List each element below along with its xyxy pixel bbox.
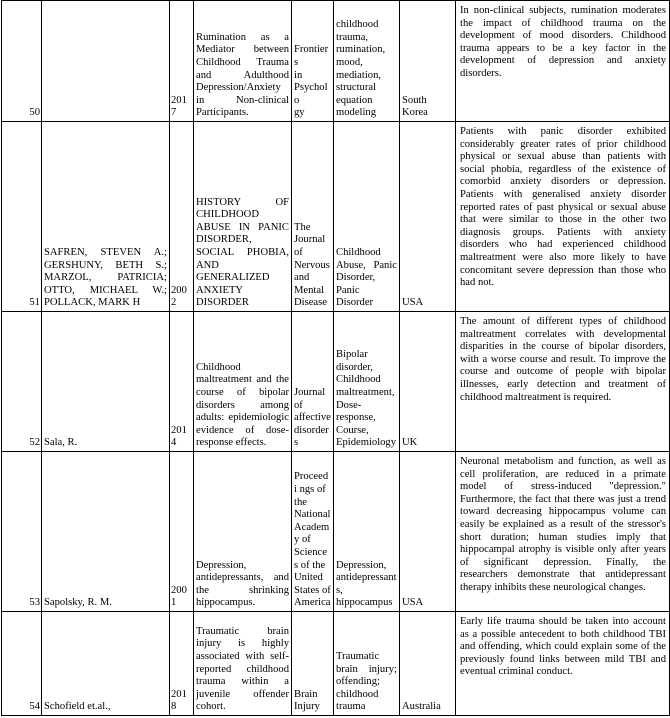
year-cell: 201 4 (170, 312, 194, 452)
table-row (2, 452, 670, 612)
summary-cell: In non-clinical subjects, rumination moderates the impact of childhood trauma on the development of mood disorders. Childhood trauma appears to be a key factor in the development of depression and anxiety disorders. (456, 1, 670, 122)
table-row (2, 312, 670, 452)
journal-cell: Frontiers in Psycholo gy (292, 1, 334, 122)
row-number: 53 (2, 452, 42, 612)
row-number: 52 (2, 312, 42, 452)
year-cell: 200 1 (170, 452, 194, 612)
title-cell: Rumination as a Mediator between Childhood Trauma and Adulthood Depression/Anxiety in Non-clinical Participants. (194, 1, 292, 122)
country-cell: USA (400, 122, 456, 312)
table-row (2, 1, 670, 122)
table-row (2, 122, 670, 312)
authors-cell (42, 1, 170, 122)
country-cell: South Korea (400, 1, 456, 122)
keywords-cell: Depression, antidepressant s, hippocampus (334, 452, 400, 612)
authors-cell: Schofield et.al., (42, 612, 170, 716)
literature-table (1, 0, 670, 716)
country-cell: Australia (400, 612, 456, 716)
journal-cell: Brain Injury (292, 612, 334, 716)
country-cell: UK (400, 312, 456, 452)
authors-cell: Sala, R. (42, 312, 170, 452)
keywords-cell: childhood trauma, rumination, mood, mediation, structural equation modeling (334, 1, 400, 122)
summary-cell: Patients with panic disorder exhibited considerably greater rates of prior childhood physical or sexual abuse than patients with social phobia, regardless of the existence of comorbid anxiety disorders or depression. Patients with generalised anxiety disorder reported rates of past physical or sexual abuse that were similar to those in the other two diagnosis groups. Patients with anxiety disorders who had experienced childhood maltreatment were also more likely to have concomitant severe depression than those who had not. (456, 122, 670, 312)
title-cell: Childhood maltreatment and the course of bipolar disorders among adults: epidemiologic evidence of dose-response effects. (194, 312, 292, 452)
journal-cell: Journal of affective disorders (292, 312, 334, 452)
journal-cell: The Journal of Nervous and Mental Disease (292, 122, 334, 312)
year-cell: 201 8 (170, 612, 194, 716)
title-cell: Traumatic brain injury is highly associated with self-reported childhood trauma within a juvenile offender cohort. (194, 612, 292, 716)
year-cell: 201 7 (170, 1, 194, 122)
summary-cell: The amount of different types of childhood maltreatment correlates with developmental disparities in the course of bipolar disorders, with a worse course and result. To improve the course and outcome of people with bipolar illnesses, early detection and treatment of childhood maltreatment is required. (456, 312, 670, 452)
title-cell: Depression, antidepressants, and the shrinking hippocampus. (194, 452, 292, 612)
authors-cell: Sapolsky, R. M. (42, 452, 170, 612)
journal-cell: Proceedi ngs of the National Academy of Sciences of the United States of America (292, 452, 334, 612)
title-cell: HISTORY OF CHILDHOOD ABUSE IN PANIC DISORDER, SOCIAL PHOBIA, AND GENERALIZED ANXIETY DISORDER (194, 122, 292, 312)
keywords-cell: Bipolar disorder, Childhood maltreatment, Dose-response, Course, Epidemiology (334, 312, 400, 452)
country-cell: USA (400, 452, 456, 612)
table-row (2, 612, 670, 716)
authors-cell: SAFREN, STEVEN A.; GERSHUNY, BETH S.; MARZOL, PATRICIA; OTTO, MICHAEL W.; POLLACK, MARK H (42, 122, 170, 312)
row-number: 50 (2, 1, 42, 122)
row-number: 54 (2, 612, 42, 716)
row-number: 51 (2, 122, 42, 312)
year-cell: 200 2 (170, 122, 194, 312)
summary-cell: Early life trauma should be taken into account as a possible antecedent to both childhood TBI and offending, which could explain some of the previously found links between mild TBI and eventual criminal conduct. (456, 612, 670, 716)
keywords-cell: Childhood Abuse, Panic Disorder, Panic Disorder (334, 122, 400, 312)
keywords-cell: Traumatic brain injury; offending; childhood trauma (334, 612, 400, 716)
summary-cell: Neuronal metabolism and function, as well as cell proliferation, are reduced in a primate model of stress-induced "depression." Furthermore, the fact that there was just a trend toward decreasing hippocampus volume can easily be explained as a result of the stressor's short duration; human studies imply that hippocampal atrophy is visible only after years of significant depression. Finally, the researchers demonstrate that antidepressant therapy inhibits these neurological changes. (456, 452, 670, 612)
